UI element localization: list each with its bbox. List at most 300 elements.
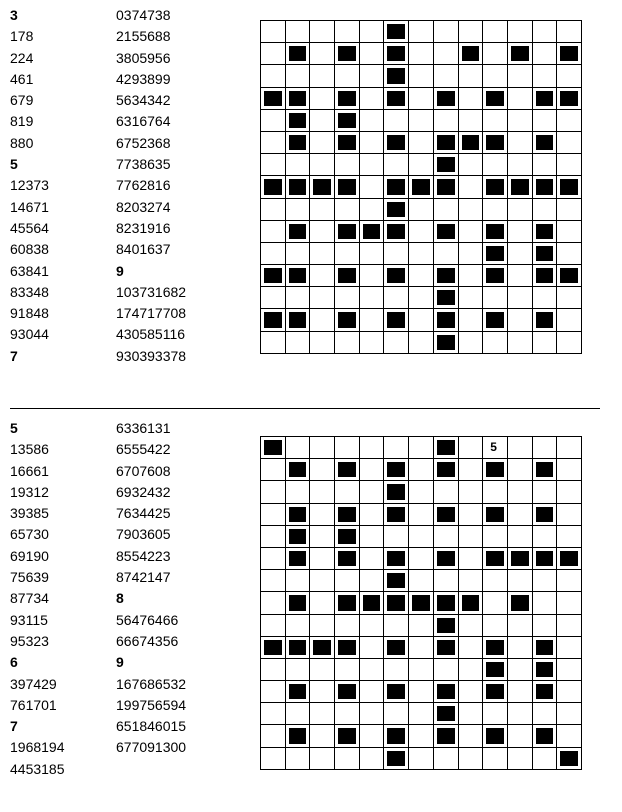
grid-cell[interactable] xyxy=(532,43,557,65)
grid-cell[interactable] xyxy=(458,614,483,636)
grid-cell[interactable] xyxy=(261,109,286,131)
grid-cell[interactable] xyxy=(409,614,434,636)
grid-cell[interactable] xyxy=(384,154,409,176)
grid-cell[interactable] xyxy=(335,614,360,636)
grid-cell[interactable] xyxy=(310,481,335,503)
grid-row xyxy=(261,503,582,525)
black-cell xyxy=(532,658,557,680)
grid-cell[interactable] xyxy=(261,547,286,569)
grid-cell[interactable] xyxy=(335,747,360,769)
grid-cell[interactable] xyxy=(458,176,483,198)
grid-cell[interactable] xyxy=(532,614,557,636)
grid-cell[interactable] xyxy=(532,287,557,309)
grid-cell[interactable] xyxy=(359,65,384,87)
black-cell xyxy=(433,681,458,703)
grid-cell[interactable] xyxy=(335,154,360,176)
grid-cell[interactable] xyxy=(359,331,384,353)
grid-cell[interactable] xyxy=(285,614,310,636)
number-entry: 930393378 xyxy=(116,347,187,364)
grid-cell[interactable] xyxy=(483,703,508,725)
grid-cell[interactable] xyxy=(359,154,384,176)
grid-cell[interactable] xyxy=(507,154,532,176)
grid-cell[interactable] xyxy=(557,131,582,153)
grid-cell[interactable] xyxy=(532,703,557,725)
grid-cell[interactable] xyxy=(557,437,582,459)
grid-cell[interactable] xyxy=(458,747,483,769)
grid-cell[interactable] xyxy=(458,87,483,109)
grid-cell[interactable] xyxy=(557,309,582,331)
grid-cell[interactable] xyxy=(507,331,532,353)
grid-cell[interactable] xyxy=(359,131,384,153)
grid-cell[interactable] xyxy=(433,481,458,503)
grid-cell[interactable] xyxy=(433,525,458,547)
grid-cell[interactable] xyxy=(310,154,335,176)
grid-cell[interactable] xyxy=(285,747,310,769)
length-heading: 9 xyxy=(116,262,124,279)
grid-cell[interactable] xyxy=(409,547,434,569)
grid-cell[interactable] xyxy=(458,265,483,287)
grid-row xyxy=(261,614,582,636)
grid-cell[interactable] xyxy=(285,65,310,87)
grid-cell[interactable] xyxy=(359,109,384,131)
grid-cell[interactable] xyxy=(359,87,384,109)
grid-cell[interactable] xyxy=(433,658,458,680)
grid-cell[interactable] xyxy=(458,658,483,680)
grid-cell[interactable] xyxy=(310,109,335,131)
grid-cell[interactable] xyxy=(384,437,409,459)
grid-cell[interactable] xyxy=(409,65,434,87)
grid-cell[interactable] xyxy=(261,198,286,220)
grid-cell[interactable] xyxy=(261,459,286,481)
grid-cell[interactable] xyxy=(433,570,458,592)
grid-cell[interactable] xyxy=(310,681,335,703)
grid-cell[interactable] xyxy=(409,658,434,680)
black-cell xyxy=(285,725,310,747)
grid-cell[interactable] xyxy=(507,725,532,747)
grid-cell[interactable] xyxy=(532,21,557,43)
grid-cell[interactable] xyxy=(261,220,286,242)
grid-cell[interactable] xyxy=(285,242,310,264)
grid-cell[interactable] xyxy=(261,703,286,725)
grid-cell[interactable] xyxy=(458,331,483,353)
grid-cell[interactable] xyxy=(359,636,384,658)
grid-cell[interactable] xyxy=(409,43,434,65)
grid-cell[interactable] xyxy=(310,198,335,220)
grid-cell[interactable] xyxy=(458,503,483,525)
grid-cell[interactable] xyxy=(359,547,384,569)
grid-cell[interactable] xyxy=(483,21,508,43)
grid-cell[interactable] xyxy=(409,570,434,592)
grid-cell[interactable] xyxy=(261,481,286,503)
grid-cell[interactable] xyxy=(409,747,434,769)
grid-cell[interactable] xyxy=(359,43,384,65)
grid-cell[interactable] xyxy=(483,570,508,592)
grid-cell[interactable] xyxy=(557,570,582,592)
grid-cell[interactable] xyxy=(409,331,434,353)
grid-cell[interactable] xyxy=(532,109,557,131)
grid-cell[interactable] xyxy=(483,481,508,503)
length-heading: 7 xyxy=(10,718,18,735)
grid-cell[interactable] xyxy=(532,154,557,176)
grid-cell[interactable] xyxy=(310,437,335,459)
grid-cell[interactable] xyxy=(335,703,360,725)
grid-cell[interactable] xyxy=(507,309,532,331)
grid-cell[interactable] xyxy=(557,503,582,525)
grid-cell[interactable] xyxy=(409,309,434,331)
number-entry: 167686532 xyxy=(116,675,187,692)
black-cell xyxy=(359,220,384,242)
grid-cell[interactable] xyxy=(285,481,310,503)
grid-cell[interactable] xyxy=(359,287,384,309)
grid-cell[interactable] xyxy=(483,525,508,547)
grid-cell[interactable] xyxy=(458,725,483,747)
grid-cell[interactable] xyxy=(261,725,286,747)
grid-cell[interactable] xyxy=(507,220,532,242)
grid-cell[interactable] xyxy=(335,65,360,87)
grid-cell[interactable] xyxy=(458,242,483,264)
grid-cell[interactable] xyxy=(557,681,582,703)
grid-cell[interactable] xyxy=(507,503,532,525)
black-cell xyxy=(433,547,458,569)
grid-cell[interactable] xyxy=(384,525,409,547)
black-cell xyxy=(433,131,458,153)
grid-cell[interactable] xyxy=(409,459,434,481)
grid-cell[interactable] xyxy=(384,658,409,680)
grid-cell[interactable] xyxy=(507,65,532,87)
grid-cell[interactable] xyxy=(532,747,557,769)
grid-cell[interactable] xyxy=(384,703,409,725)
grid-cell[interactable] xyxy=(335,198,360,220)
grid-cell[interactable] xyxy=(285,437,310,459)
black-cell xyxy=(384,747,409,769)
grid-cell[interactable] xyxy=(261,21,286,43)
grid-cell[interactable] xyxy=(557,287,582,309)
grid-cell[interactable] xyxy=(261,242,286,264)
grid-cell[interactable] xyxy=(507,21,532,43)
grid-cell[interactable] xyxy=(507,703,532,725)
grid-cell[interactable] xyxy=(433,747,458,769)
grid-cell[interactable] xyxy=(310,525,335,547)
grid-cell[interactable] xyxy=(557,242,582,264)
grid-cell[interactable] xyxy=(409,109,434,131)
grid-cell[interactable] xyxy=(261,131,286,153)
grid-cell[interactable] xyxy=(409,503,434,525)
grid-cell[interactable] xyxy=(310,331,335,353)
number-entry: 199756594 xyxy=(116,696,187,713)
grid-cell[interactable] xyxy=(458,570,483,592)
grid-cell[interactable] xyxy=(359,703,384,725)
puzzle-1 xyxy=(0,0,622,400)
grid-cell[interactable] xyxy=(384,242,409,264)
grid-cell[interactable] xyxy=(409,287,434,309)
grid-cell[interactable] xyxy=(557,636,582,658)
grid-cell[interactable] xyxy=(409,154,434,176)
grid-cell[interactable] xyxy=(335,287,360,309)
grid-cell[interactable] xyxy=(310,242,335,264)
grid-cell[interactable] xyxy=(261,503,286,525)
grid-cell[interactable] xyxy=(285,154,310,176)
grid-cell[interactable] xyxy=(483,747,508,769)
number-entry: 60838 xyxy=(10,241,49,258)
grid-cell[interactable] xyxy=(557,703,582,725)
grid-cell[interactable] xyxy=(507,242,532,264)
grid-cell[interactable] xyxy=(409,636,434,658)
grid-row xyxy=(261,658,582,680)
grid-cell[interactable] xyxy=(359,525,384,547)
grid-cell[interactable] xyxy=(409,437,434,459)
black-cell xyxy=(458,43,483,65)
grid-cell[interactable] xyxy=(409,725,434,747)
grid-cell[interactable] xyxy=(359,658,384,680)
grid-cell[interactable] xyxy=(483,287,508,309)
grid-cell[interactable] xyxy=(532,525,557,547)
grid-cell[interactable] xyxy=(409,703,434,725)
grid-cell[interactable] xyxy=(310,43,335,65)
black-cell xyxy=(310,176,335,198)
grid-cell[interactable] xyxy=(409,21,434,43)
grid-cell[interactable] xyxy=(285,658,310,680)
grid-cell[interactable] xyxy=(409,681,434,703)
grid-cell[interactable] xyxy=(359,176,384,198)
grid-cell[interactable] xyxy=(433,198,458,220)
black-cell xyxy=(483,547,508,569)
grid-cell[interactable] xyxy=(409,198,434,220)
grid-cell[interactable] xyxy=(359,747,384,769)
grid-cell[interactable] xyxy=(483,65,508,87)
grid-cell[interactable] xyxy=(532,592,557,614)
grid-cell[interactable] xyxy=(507,437,532,459)
grid-cell[interactable] xyxy=(483,592,508,614)
black-cell xyxy=(285,547,310,569)
grid-cell[interactable] xyxy=(261,592,286,614)
grid-cell[interactable] xyxy=(507,525,532,547)
grid-cell[interactable] xyxy=(310,87,335,109)
grid-cell[interactable] xyxy=(285,703,310,725)
grid-cell[interactable] xyxy=(384,109,409,131)
grid-cell[interactable] xyxy=(261,570,286,592)
grid-cell[interactable] xyxy=(557,481,582,503)
grid-cell[interactable] xyxy=(458,220,483,242)
grid-cell[interactable] xyxy=(483,614,508,636)
black-cell xyxy=(483,681,508,703)
grid-cell[interactable] xyxy=(557,331,582,353)
grid-cell[interactable] xyxy=(557,220,582,242)
grid-cell[interactable] xyxy=(261,681,286,703)
grid-cell[interactable] xyxy=(557,658,582,680)
grid-cell[interactable] xyxy=(310,459,335,481)
grid-cell[interactable] xyxy=(310,309,335,331)
black-cell xyxy=(285,43,310,65)
grid-cell[interactable] xyxy=(433,21,458,43)
grid-cell[interactable] xyxy=(285,198,310,220)
grid-cell[interactable] xyxy=(507,636,532,658)
grid-cell[interactable] xyxy=(335,21,360,43)
grid-cell[interactable] xyxy=(557,525,582,547)
grid-cell[interactable] xyxy=(359,725,384,747)
grid-cell[interactable] xyxy=(359,265,384,287)
grid-cell[interactable] xyxy=(310,547,335,569)
grid-cell[interactable] xyxy=(532,481,557,503)
grid-cell[interactable] xyxy=(359,242,384,264)
grid-cell[interactable] xyxy=(335,331,360,353)
black-cell xyxy=(335,109,360,131)
black-cell xyxy=(532,459,557,481)
grid-cell[interactable] xyxy=(261,154,286,176)
grid-cell[interactable] xyxy=(532,570,557,592)
grid-cell[interactable] xyxy=(261,65,286,87)
grid-cell[interactable] xyxy=(557,21,582,43)
grid-cell[interactable] xyxy=(359,481,384,503)
grid-cell[interactable] xyxy=(433,65,458,87)
grid-cell[interactable] xyxy=(409,131,434,153)
grid-cell[interactable] xyxy=(310,614,335,636)
grid-cell[interactable] xyxy=(507,109,532,131)
black-cell xyxy=(507,43,532,65)
grid-cell[interactable] xyxy=(335,570,360,592)
grid-cell[interactable] xyxy=(261,658,286,680)
grid-cell[interactable] xyxy=(433,43,458,65)
grid-cell[interactable] xyxy=(507,198,532,220)
grid-cell[interactable] xyxy=(285,570,310,592)
grid-cell[interactable] xyxy=(458,481,483,503)
grid-cell[interactable] xyxy=(458,547,483,569)
grid-cell[interactable] xyxy=(458,309,483,331)
grid-cell[interactable] xyxy=(433,109,458,131)
grid-row xyxy=(261,242,582,264)
grid-cell[interactable] xyxy=(557,459,582,481)
black-cell xyxy=(483,242,508,264)
number-entry: 3805956 xyxy=(116,49,171,66)
grid-cell[interactable] xyxy=(335,242,360,264)
grid-cell[interactable] xyxy=(359,459,384,481)
grid-cell[interactable] xyxy=(310,265,335,287)
grid-cell[interactable] xyxy=(507,570,532,592)
grid-cell[interactable] xyxy=(359,437,384,459)
grid-cell[interactable] xyxy=(507,87,532,109)
grid-cell[interactable] xyxy=(483,437,508,459)
grid-cell[interactable] xyxy=(458,154,483,176)
grid-cell[interactable] xyxy=(532,198,557,220)
grid-cell[interactable] xyxy=(310,131,335,153)
grid-cell[interactable] xyxy=(261,43,286,65)
grid-cell[interactable] xyxy=(557,592,582,614)
grid-cell[interactable] xyxy=(409,481,434,503)
grid-cell[interactable] xyxy=(285,287,310,309)
grid-cell[interactable] xyxy=(261,525,286,547)
grid-cell[interactable] xyxy=(310,747,335,769)
grid-cell[interactable] xyxy=(310,570,335,592)
grid-cell[interactable] xyxy=(409,242,434,264)
grid-cell[interactable] xyxy=(335,658,360,680)
grid-cell[interactable] xyxy=(483,109,508,131)
grid-cell[interactable] xyxy=(458,109,483,131)
grid-cell[interactable] xyxy=(310,21,335,43)
grid-cell[interactable] xyxy=(310,703,335,725)
grid-cell[interactable] xyxy=(483,331,508,353)
grid-cell[interactable] xyxy=(458,636,483,658)
black-cell xyxy=(384,459,409,481)
grid-cell[interactable] xyxy=(359,681,384,703)
grid-cell[interactable] xyxy=(532,65,557,87)
grid-cell[interactable] xyxy=(557,198,582,220)
grid-cell[interactable] xyxy=(507,681,532,703)
grid-cell[interactable] xyxy=(335,481,360,503)
grid-cell[interactable] xyxy=(409,220,434,242)
grid-cell[interactable] xyxy=(458,198,483,220)
grid-cell[interactable] xyxy=(483,43,508,65)
grid-cell[interactable] xyxy=(409,87,434,109)
grid-cell[interactable] xyxy=(261,614,286,636)
grid-cell[interactable] xyxy=(557,154,582,176)
grid-cell[interactable] xyxy=(310,725,335,747)
grid-cell[interactable] xyxy=(310,658,335,680)
grid-cell[interactable] xyxy=(433,242,458,264)
grid-cell[interactable] xyxy=(384,614,409,636)
grid-cell[interactable] xyxy=(310,592,335,614)
grid-cell[interactable] xyxy=(285,21,310,43)
grid-cell[interactable] xyxy=(261,747,286,769)
grid-cell[interactable] xyxy=(261,331,286,353)
grid-cell[interactable] xyxy=(507,265,532,287)
grid-cell[interactable] xyxy=(557,65,582,87)
grid-cell[interactable] xyxy=(483,154,508,176)
grid-cell[interactable] xyxy=(507,287,532,309)
grid-cell[interactable] xyxy=(507,747,532,769)
grid-cell[interactable] xyxy=(384,331,409,353)
grid-cell[interactable] xyxy=(458,681,483,703)
grid-cell[interactable] xyxy=(532,437,557,459)
grid-cell[interactable] xyxy=(483,198,508,220)
grid-cell[interactable] xyxy=(532,331,557,353)
grid-cell[interactable] xyxy=(458,525,483,547)
grid-cell[interactable] xyxy=(359,309,384,331)
grid-cell[interactable] xyxy=(310,65,335,87)
grid-cell[interactable] xyxy=(458,437,483,459)
grid-cell[interactable] xyxy=(409,265,434,287)
grid-cell[interactable] xyxy=(261,287,286,309)
grid-cell[interactable] xyxy=(458,287,483,309)
grid-cell[interactable] xyxy=(507,658,532,680)
grid-cell[interactable] xyxy=(310,220,335,242)
grid-cell[interactable] xyxy=(285,331,310,353)
grid-cell[interactable] xyxy=(557,614,582,636)
grid-cell[interactable] xyxy=(557,109,582,131)
black-cell xyxy=(384,65,409,87)
grid-cell[interactable] xyxy=(359,21,384,43)
black-cell xyxy=(532,309,557,331)
grid-cell[interactable] xyxy=(458,65,483,87)
grid-cell[interactable] xyxy=(507,131,532,153)
grid-cell[interactable] xyxy=(335,437,360,459)
black-cell xyxy=(483,309,508,331)
grid-cell[interactable] xyxy=(310,503,335,525)
grid-cell[interactable] xyxy=(384,287,409,309)
grid-cell[interactable] xyxy=(359,198,384,220)
grid-cell[interactable] xyxy=(359,614,384,636)
grid-cell[interactable] xyxy=(409,525,434,547)
grid-cell[interactable] xyxy=(458,459,483,481)
grid-cell[interactable] xyxy=(458,703,483,725)
grid-cell[interactable] xyxy=(507,459,532,481)
grid-row xyxy=(261,459,582,481)
grid-cell[interactable] xyxy=(359,503,384,525)
grid-cell[interactable] xyxy=(458,21,483,43)
grid-cell[interactable] xyxy=(557,725,582,747)
grid-cell[interactable] xyxy=(310,287,335,309)
grid-cell[interactable] xyxy=(507,614,532,636)
grid-cell[interactable] xyxy=(507,481,532,503)
grid-cell[interactable] xyxy=(359,570,384,592)
